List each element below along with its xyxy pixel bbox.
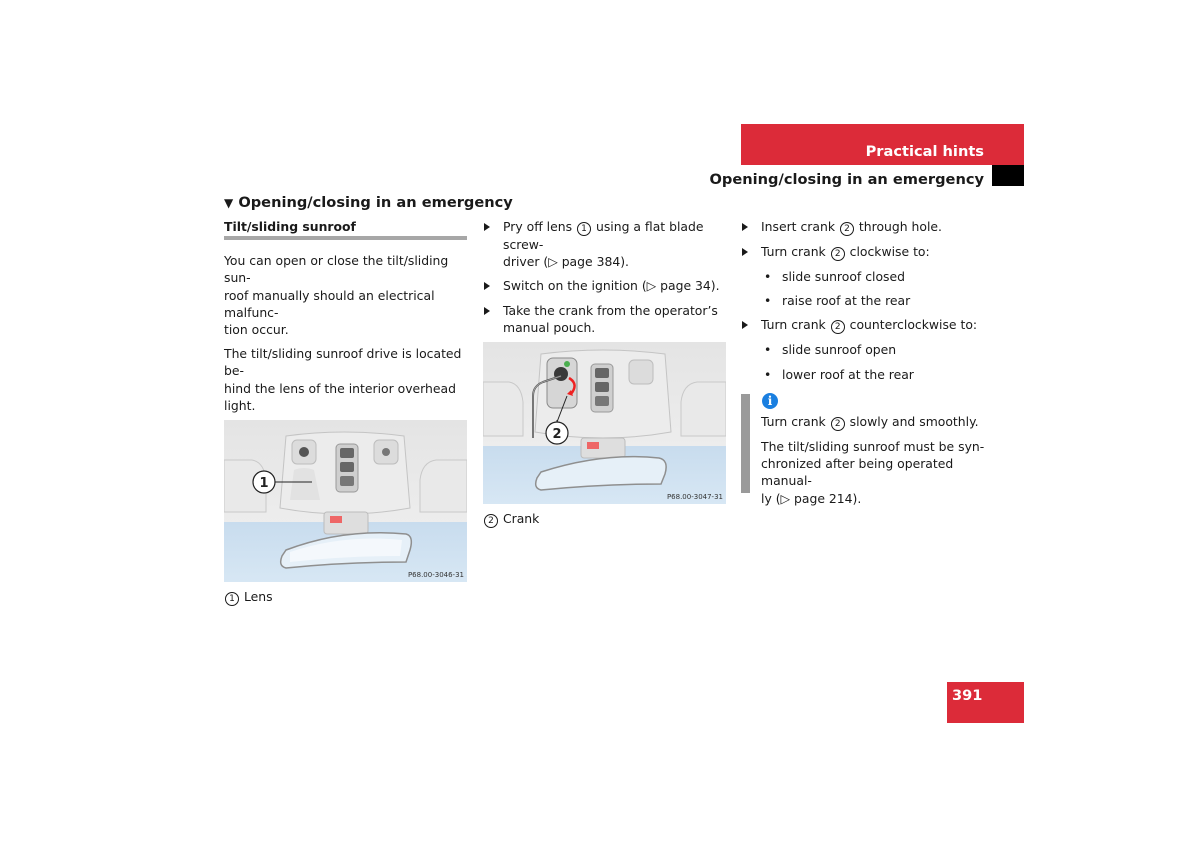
crank-insertion-drawing — [483, 342, 726, 504]
callout-number: 2 — [484, 514, 498, 528]
step-turn-counterclockwise — [741, 316, 984, 334]
step-text: Pry off lens — [503, 219, 573, 234]
info-note — [761, 413, 991, 507]
thumb-tab — [992, 165, 1024, 186]
subheading-rule — [224, 236, 467, 240]
list-item-text: slide sunroof closed — [782, 269, 905, 284]
note-text: ly (▷ page 214). — [761, 490, 862, 506]
step-text: Turn crank — [761, 244, 826, 259]
caption-text: Lens — [243, 589, 273, 605]
crank-illustration — [483, 342, 726, 504]
subsection-title: Opening/closing in an emergency — [709, 171, 984, 188]
note-text: chronized after being operated manual- — [761, 456, 954, 489]
step-pry-lens — [483, 218, 726, 270]
figure-callout: 2 — [552, 427, 562, 443]
bullet-dot-icon: • — [764, 269, 772, 284]
column-3 — [741, 218, 984, 383]
figure-callout: 1 — [259, 476, 269, 492]
page-number-box — [947, 682, 1024, 723]
bullet-triangle-icon — [742, 248, 748, 256]
bullet-triangle-icon — [484, 307, 490, 315]
step-text: Switch on the ignition (▷ page 34). — [503, 278, 720, 294]
list-item-text: slide sunroof open — [782, 342, 897, 358]
text-line: tion occur. — [224, 322, 289, 338]
list-item — [741, 292, 984, 309]
step-ignition — [483, 277, 726, 294]
note-bar — [741, 394, 750, 493]
page-number: 391 — [952, 687, 983, 704]
text-line: The tilt/sliding sunroof drive is located be- — [224, 346, 462, 379]
overhead-console-drawing — [224, 420, 467, 582]
list-item — [741, 341, 984, 358]
page-heading — [224, 194, 513, 212]
bullet-triangle-icon — [742, 321, 748, 329]
step-text: manual pouch. — [503, 319, 596, 335]
step-text: Turn crank — [761, 317, 826, 333]
callout-number: 1 — [225, 592, 239, 606]
column-2 — [483, 218, 726, 528]
step-insert-crank — [741, 218, 984, 236]
figure-code: P68.00-3046-31 — [407, 571, 464, 580]
figure-caption — [483, 510, 726, 528]
figure-code: P68.00-3047-31 — [666, 493, 723, 502]
section-header — [741, 124, 1024, 165]
text-line: hind the lens of the interior overhead light. — [224, 380, 456, 413]
note-line — [761, 413, 991, 431]
list-item-text: raise roof at the rear — [782, 293, 911, 309]
subheading: Tilt/sliding sunroof — [224, 219, 356, 234]
note-text: slowly and smoothly. — [849, 414, 979, 429]
bullet-triangle-icon — [484, 282, 490, 290]
callout-number: 2 — [831, 320, 845, 334]
list-item-text: lower roof at the rear — [782, 366, 914, 382]
step-text: clockwise to: — [849, 244, 930, 259]
note-paragraph — [761, 438, 991, 507]
bullet-triangle-icon — [742, 223, 748, 231]
bullet-triangle-icon — [484, 223, 490, 231]
section-title: Practical hints — [865, 143, 984, 160]
step-turn-clockwise — [741, 243, 984, 261]
bullet-dot-icon: • — [764, 342, 772, 358]
callout-number: 1 — [577, 222, 591, 236]
list-item — [741, 268, 984, 285]
bullet-dot-icon: • — [764, 293, 772, 309]
callout-number: 2 — [840, 222, 854, 236]
caption-text: Crank — [502, 511, 540, 527]
step-text: using a flat blade screw- — [503, 219, 704, 252]
text-line: You can open or close the tilt/sliding sun- — [224, 253, 449, 286]
info-icon: i — [762, 393, 778, 409]
step-text: Take the crank from the operator’s — [503, 302, 718, 318]
lens-illustration — [224, 420, 467, 582]
step-text: driver (▷ page 384). — [503, 254, 629, 270]
note-text: Turn crank — [761, 414, 826, 429]
step-text: Insert crank — [761, 219, 836, 234]
page-heading-text: Opening/closing in an emergency — [238, 194, 513, 211]
list-item — [741, 366, 984, 383]
location-paragraph — [224, 345, 467, 414]
bullet-dot-icon: • — [764, 366, 772, 382]
note-text: The tilt/sliding sunroof must be syn- — [761, 439, 985, 454]
callout-number: 2 — [831, 417, 845, 431]
column-1 — [224, 218, 467, 606]
step-text: through hole. — [858, 219, 942, 234]
step-take-crank — [483, 302, 726, 336]
callout-number: 2 — [831, 247, 845, 261]
figure-caption — [224, 588, 467, 606]
text-line: roof manually should an electrical malfunc- — [224, 287, 435, 320]
triangle-down-icon: ▼ — [224, 196, 234, 210]
intro-paragraph — [224, 252, 467, 338]
step-text: counterclockwise to: — [849, 317, 978, 333]
